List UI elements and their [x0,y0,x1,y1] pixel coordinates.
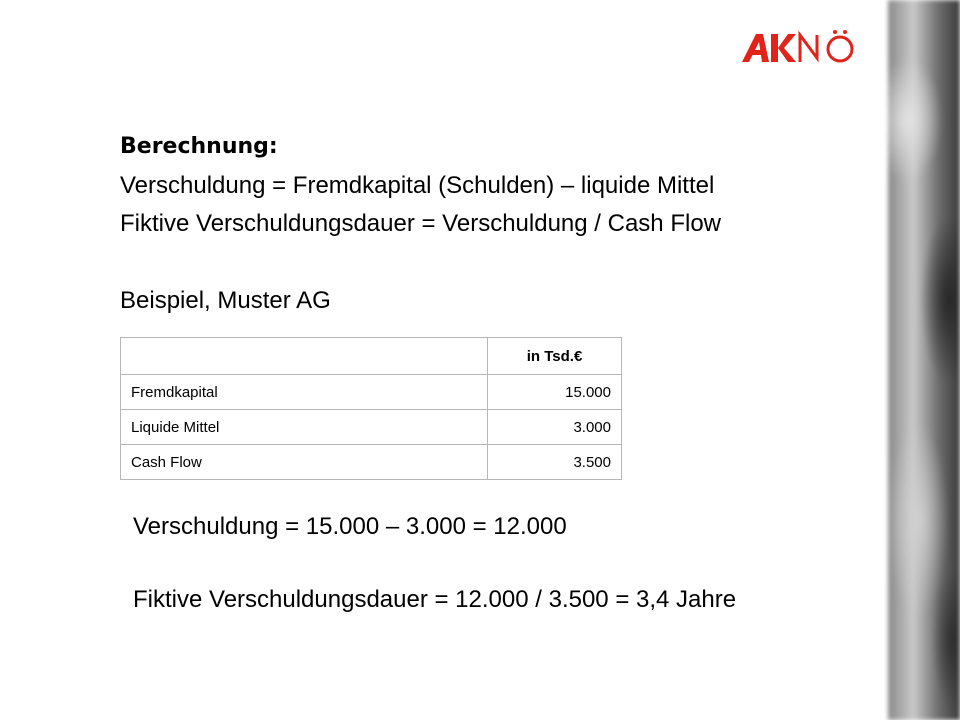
example-table [120,337,622,480]
formula-duration: Fiktive Verschuldungsdauer = Verschuldung / Cash Flow [120,210,721,237]
section-heading: Berechnung: [120,134,278,159]
table-cell-label: Fremdkapital [121,375,488,410]
calculation-debt: Verschuldung = 15.000 – 3.000 = 12.000 [133,513,567,540]
formula-debt: Verschuldung = Fremdkapital (Schulden) – liquide Mittel [120,172,715,199]
example-title: Beispiel, Muster AG [120,287,331,314]
table-cell-value: 3.500 [488,445,622,480]
table-header-row [121,338,622,375]
table-row [121,410,622,445]
table-cell-value: 15.000 [488,375,622,410]
aknoe-logo [742,28,860,70]
table-cell-value: 3.000 [488,410,622,445]
calculation-duration: Fiktive Verschuldungsdauer = 12.000 / 3.500 = 3,4 Jahre [133,586,737,613]
table-header-cell [121,338,488,375]
table-header-cell: in Tsd.€ [488,338,622,375]
table-cell-label: Cash Flow [121,445,488,480]
background-photo-strip [888,0,960,720]
table-cell-label: Liquide Mittel [121,410,488,445]
table-row [121,445,622,480]
table-row [121,375,622,410]
